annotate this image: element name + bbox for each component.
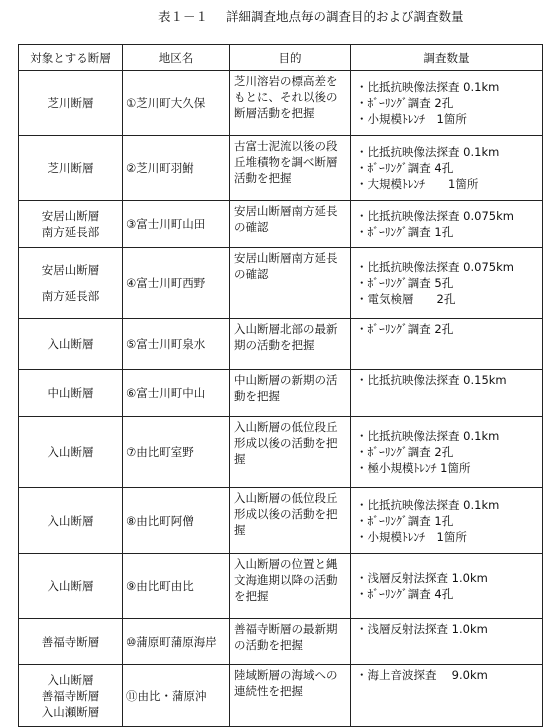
purpose-cell — [230, 248, 351, 319]
target-fault-name: 南方延長部 — [41, 289, 100, 303]
area-name: ⑧由比町阿僧 — [126, 513, 194, 528]
target-fault-cell — [19, 665, 123, 727]
header-target-fault: 対象とする断層 — [19, 45, 123, 71]
table-row — [19, 370, 543, 417]
table-title: 詳細調査地点毎の調査目的および調査数量 — [226, 9, 464, 24]
purpose-line: 入山断層北部の最新 — [234, 322, 338, 336]
target-fault-name: 入山断層 — [47, 579, 94, 593]
purpose-line: 入山断層の位置と縄 — [234, 557, 338, 571]
purpose-line: 丘堆積物を調べ断層 — [234, 155, 338, 169]
area-name: ⑪由比・蒲原沖 — [126, 688, 207, 703]
survey-quantity-item: ・比抵抗映像法探査 0.1km — [356, 80, 500, 94]
area-name: ②芝川町羽鮒 — [126, 161, 194, 175]
area-name: ⑥富士川町中山 — [126, 386, 206, 400]
survey-quantity-item: ・比抵抗映像法探査 0.1km — [356, 145, 500, 159]
target-fault-name: 芝川断層 — [47, 96, 94, 110]
purpose-line: の確認 — [234, 267, 269, 281]
area-name: ①芝川町大久保 — [126, 96, 206, 110]
target-fault-name: 入山瀬断層 — [41, 704, 100, 719]
header-purpose: 目的 — [230, 45, 351, 71]
purpose-line: 形成以後の活動を把 — [234, 507, 338, 521]
purpose-line: 善福寺断層の最新期 — [234, 622, 338, 636]
table-row — [19, 136, 543, 201]
target-fault-name: 善福寺断層 — [41, 688, 100, 703]
area-name-cell — [123, 665, 230, 727]
survey-quantity-item: ・小規模ﾄﾚﾝﾁ 1箇所 — [356, 112, 467, 126]
line-spacer — [22, 278, 119, 288]
area-name-cell — [123, 136, 230, 201]
survey-quantity-item: ・海上音波探査 9.0km — [356, 668, 488, 682]
purpose-cell — [230, 201, 351, 248]
table-row — [19, 319, 543, 370]
survey-quantity-item: ・比抵抗映像法探査 0.075km — [356, 260, 514, 274]
target-fault-cell — [19, 554, 123, 619]
target-fault-name: 芝川断層 — [47, 161, 94, 175]
area-name-cell — [123, 71, 230, 136]
purpose-cell — [230, 488, 351, 554]
area-name: ③富士川町山田 — [126, 217, 206, 231]
survey-quantity-cell — [351, 370, 543, 417]
survey-quantity-cell — [351, 619, 543, 665]
target-fault-name: 入山断層 — [47, 445, 94, 459]
survey-quantity-cell — [351, 71, 543, 136]
target-fault-name: 入山断層 — [47, 672, 94, 687]
target-fault-cell — [19, 370, 123, 417]
purpose-line: 入山断層の低位段丘 — [234, 420, 338, 434]
area-name: ⑩蒲原町蒲原海岸 — [126, 634, 217, 649]
survey-table — [18, 44, 543, 727]
purpose-line: 握 — [234, 523, 246, 537]
purpose-line: 古富士泥流以後の段 — [234, 139, 338, 153]
survey-quantity-cell — [351, 554, 543, 619]
purpose-line: 連続性を把握 — [234, 684, 303, 698]
survey-quantity-item: ・ﾎﾞｰﾘﾝｸﾞ調査 2孔 — [356, 322, 454, 336]
survey-quantity-cell — [351, 319, 543, 370]
purpose-line: を把握 — [234, 589, 269, 603]
table-number: 表１－１ — [158, 9, 209, 24]
area-name-cell — [123, 619, 230, 665]
survey-quantity-item: ・浅層反射法探査 1.0km — [356, 571, 488, 585]
survey-quantity-item: ・浅層反射法探査 1.0km — [356, 622, 488, 636]
area-name-cell — [123, 417, 230, 488]
survey-quantity-cell — [351, 417, 543, 488]
target-fault-cell — [19, 248, 123, 319]
header-survey-quantity: 調査数量 — [351, 45, 543, 71]
purpose-line: 安居山断層南方延長 — [234, 251, 338, 265]
survey-quantity-item: ・電気検層 2孔 — [356, 292, 456, 306]
header-area-name: 地区名 — [123, 45, 230, 71]
purpose-line: 形成以後の活動を把 — [234, 436, 338, 450]
survey-quantity-item: ・ﾎﾞｰﾘﾝｸﾞ調査 1孔 — [356, 513, 454, 528]
purpose-line: 期の活動を把握 — [234, 338, 315, 352]
survey-quantity-item: ・大規模ﾄﾚﾝﾁ 1箇所 — [356, 177, 479, 191]
survey-quantity-cell — [351, 136, 543, 201]
target-fault-cell — [19, 201, 123, 248]
purpose-line: 活動を把握 — [234, 171, 292, 185]
purpose-line: もとに、それ以後の — [234, 90, 338, 104]
purpose-line: 文海進期以降の活動 — [234, 573, 338, 587]
table-row — [19, 619, 543, 665]
target-fault-name: 善福寺断層 — [41, 634, 100, 649]
survey-quantity-item: ・ﾎﾞｰﾘﾝｸﾞ調査 1孔 — [356, 225, 454, 239]
target-fault-name: 中山断層 — [47, 386, 94, 400]
table-row — [19, 71, 543, 136]
area-name: ④富士川町西野 — [126, 276, 206, 290]
purpose-line: 断層活動を把握 — [234, 106, 315, 120]
purpose-cell — [230, 665, 351, 727]
survey-quantity-item: ・ﾎﾞｰﾘﾝｸﾞ調査 4孔 — [356, 161, 454, 175]
survey-quantity-item: ・ﾎﾞｰﾘﾝｸﾞ調査 4孔 — [356, 587, 454, 601]
purpose-cell — [230, 619, 351, 665]
target-fault-name: 安居山断層 — [41, 209, 100, 223]
area-name: ⑨由比町由比 — [126, 579, 194, 593]
area-name-cell — [123, 319, 230, 370]
purpose-line: 中山断層の新期の活 — [234, 373, 338, 387]
survey-quantity-item: ・ﾎﾞｰﾘﾝｸﾞ調査 2孔 — [356, 445, 454, 459]
table-row — [19, 248, 543, 319]
target-fault-name: 入山断層 — [47, 513, 94, 528]
survey-quantity-item: ・ﾎﾞｰﾘﾝｸﾞ調査 2孔 — [356, 96, 454, 110]
purpose-cell — [230, 417, 351, 488]
purpose-cell — [230, 71, 351, 136]
table-row — [19, 488, 543, 554]
survey-quantity-item: ・ﾎﾞｰﾘﾝｸﾞ調査 5孔 — [356, 276, 454, 290]
table-caption — [0, 8, 554, 26]
survey-quantity-item: ・極小規模ﾄﾚﾝﾁ 1箇所 — [356, 461, 471, 475]
target-fault-cell — [19, 319, 123, 370]
target-fault-name: 南方延長部 — [41, 225, 100, 239]
area-name-cell — [123, 201, 230, 248]
purpose-line: の確認 — [234, 220, 269, 234]
survey-quantity-cell — [351, 665, 543, 727]
table-body — [19, 71, 543, 727]
target-fault-name: 安居山断層 — [41, 263, 100, 277]
survey-quantity-item: ・小規模ﾄﾚﾝﾁ 1箇所 — [356, 529, 467, 544]
survey-quantity-cell — [351, 488, 543, 554]
target-fault-cell — [19, 71, 123, 136]
table-row — [19, 554, 543, 619]
purpose-cell — [230, 319, 351, 370]
target-fault-cell — [19, 619, 123, 665]
table-row — [19, 417, 543, 488]
purpose-cell — [230, 554, 351, 619]
purpose-line: 入山断層の低位段丘 — [234, 491, 338, 505]
survey-quantity-cell — [351, 201, 543, 248]
survey-quantity-item: ・比抵抗映像法探査 0.1km — [356, 497, 500, 512]
target-fault-cell — [19, 417, 123, 488]
purpose-line: の活動を把握 — [234, 638, 303, 652]
target-fault-cell — [19, 488, 123, 554]
survey-quantity-item: ・比抵抗映像法探査 0.15km — [356, 373, 507, 387]
purpose-line: 動を把握 — [234, 389, 280, 403]
purpose-cell — [230, 136, 351, 201]
purpose-line: 芝川溶岩の標高差を — [234, 74, 338, 88]
survey-quantity-item: ・比抵抗映像法探査 0.1km — [356, 429, 500, 443]
header-row — [19, 45, 543, 71]
purpose-line: 握 — [234, 452, 246, 466]
survey-quantity-item: ・比抵抗映像法探査 0.075km — [356, 209, 514, 223]
table-row — [19, 665, 543, 727]
purpose-line: 安居山断層南方延長 — [234, 204, 338, 218]
target-fault-cell — [19, 136, 123, 201]
area-name: ⑦由比町室野 — [126, 445, 194, 459]
area-name-cell — [123, 488, 230, 554]
target-fault-name: 入山断層 — [47, 337, 94, 351]
table-row — [19, 201, 543, 248]
area-name: ⑤富士川町泉水 — [126, 337, 206, 351]
purpose-line: 陸域断層の海域への — [234, 668, 338, 682]
area-name-cell — [123, 554, 230, 619]
area-name-cell — [123, 370, 230, 417]
area-name-cell — [123, 248, 230, 319]
survey-quantity-cell — [351, 248, 543, 319]
purpose-cell — [230, 370, 351, 417]
